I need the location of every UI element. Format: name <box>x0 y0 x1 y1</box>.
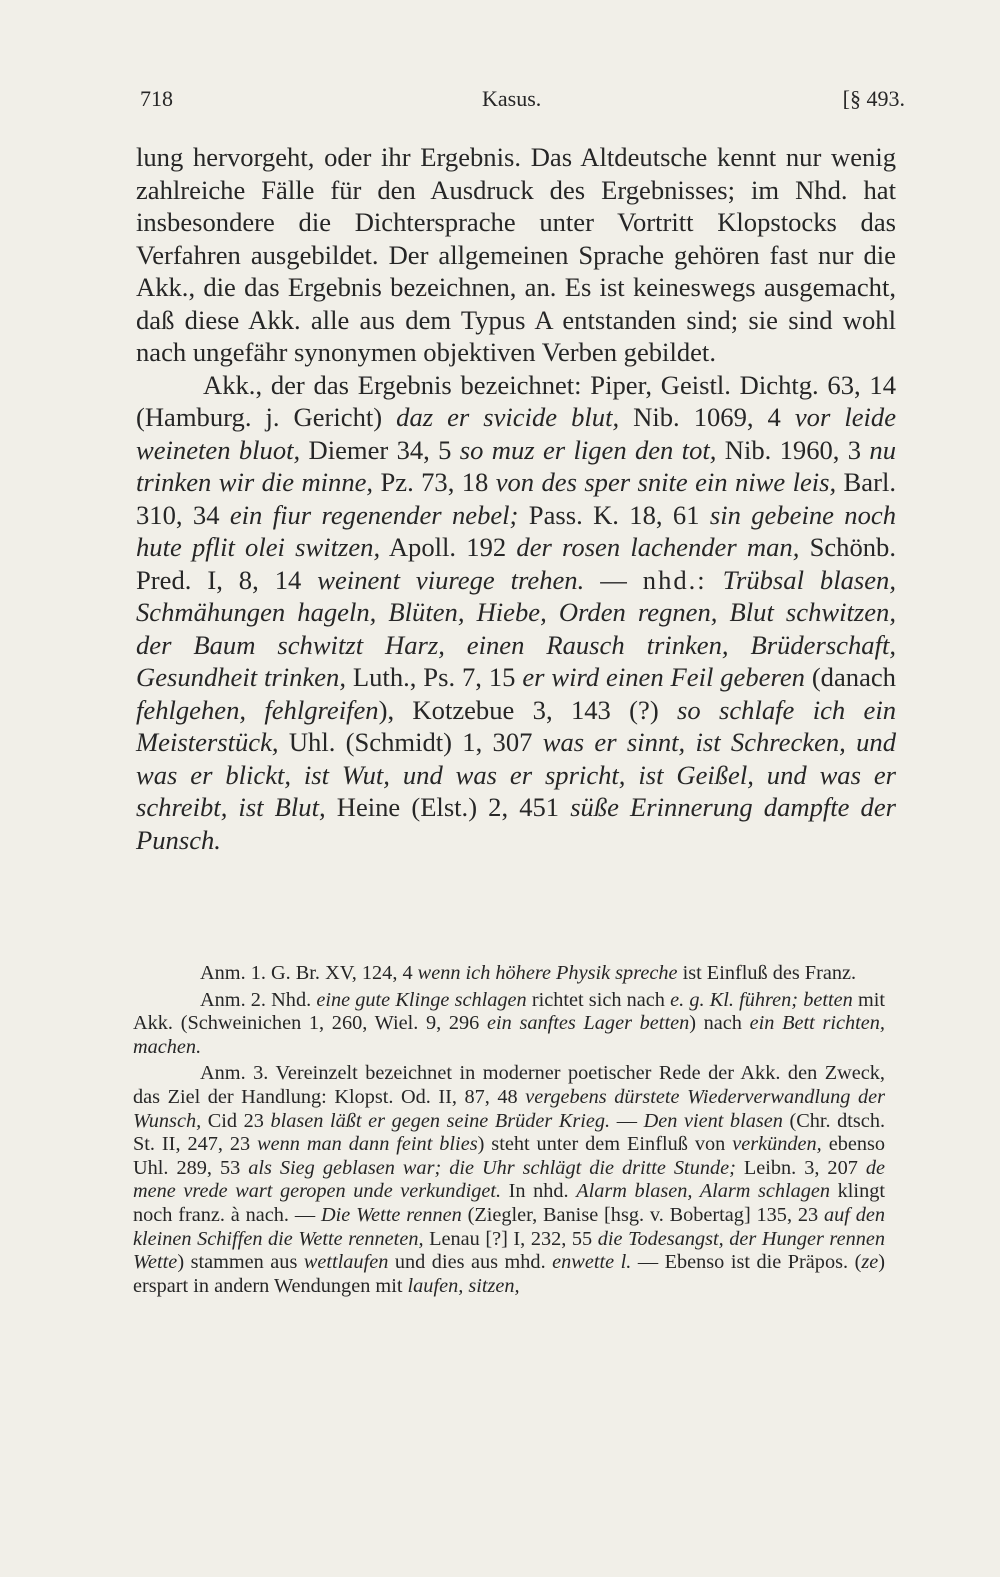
text-run: Pass. K. 18, 61 <box>518 499 710 530</box>
italic-run: der rosen lachender man, <box>516 532 800 562</box>
section-marker: [§ 493. <box>842 86 905 111</box>
italic-run: als Sieg geblasen war; die Uhr schlägt die dritte Stunde; <box>248 1156 736 1179</box>
main-text <box>136 141 896 856</box>
italic-run: betten <box>803 988 853 1011</box>
italic-run: süße Erinnerung dampfte der Punsch. <box>136 792 896 855</box>
italic-run: eine gute Klinge schlagen <box>316 988 527 1011</box>
page-number: 718 <box>140 86 173 111</box>
italic-run: wenn man dann feint blies <box>257 1133 478 1156</box>
italic-run: ein Bett richten, machen. <box>133 1012 885 1058</box>
text-run: Luth., Ps. 7, 15 <box>346 662 523 692</box>
text-run: ) stammen aus <box>177 1251 304 1274</box>
note-1 <box>133 962 885 986</box>
text-run: In nhd. <box>501 1180 577 1203</box>
italic-run: Die Wette rennen <box>320 1203 462 1226</box>
text-run: mit Akk. (Schweinichen 1, 260, Wiel. 9, 296 <box>133 988 885 1035</box>
italic-run: Trübsal blasen, Schmähungen hageln, Blüten, Hiebe, Orden regnen, Blut schwitzen, der Baum schwitzt Harz, einen Rausch trinken, Brüderschaft, Gesundheit trinken, <box>136 564 897 692</box>
note-3 <box>133 1062 885 1298</box>
text-run: Diemer 34, 5 <box>300 434 460 465</box>
italic-run: auf den kleinen Schiffen die Wette renneten, <box>133 1203 885 1250</box>
italic-run: blasen läßt er gegen seine Brüder Krieg. <box>270 1109 611 1132</box>
italic-run: ein fiur regenender nebel; <box>229 499 519 530</box>
text-run: Apoll. 192 <box>380 532 517 562</box>
text-run: Nib. 1069, 4 <box>619 402 795 432</box>
italic-run: die Todesangst, der Hunger rennen Wette <box>133 1227 885 1274</box>
text-run: ist Einfluß des Franz. <box>677 962 857 984</box>
text-run: — <box>610 1109 644 1132</box>
text-run: — <box>584 564 643 595</box>
text-run: Schönb. Pred. I, 8, 14 <box>136 532 896 595</box>
italic-run: enwette l. <box>552 1251 632 1274</box>
paragraph-2 <box>136 369 896 857</box>
text-run: ) nach <box>689 1012 750 1035</box>
italic-run: laufen, sitzen, <box>407 1274 520 1297</box>
italic-run: ze <box>861 1251 879 1274</box>
text-run: und dies aus mhd. <box>388 1251 553 1274</box>
text-run: Leibn. 3, 207 <box>735 1156 866 1179</box>
text-run: richtet sich nach <box>526 988 671 1011</box>
italic-run: vergebens dürstete Wiederverwandlung der Wunsch, <box>133 1085 885 1132</box>
italic-run: nu trinken wir die minne, <box>136 434 897 497</box>
text-run: Cid 23 <box>201 1109 271 1132</box>
text-run: (danach <box>804 662 896 692</box>
italic-run: fehlgehen, fehlgreifen <box>136 694 379 725</box>
italic-run: Den vient blasen <box>643 1109 783 1132</box>
text-run: lung hervorgeht, oder ihr Ergebnis. Das Altdeutsche kennt nur wenig zahlreiche Fälle für den Ausdruck des Ergebnisses; im Nhd. hat insbesondere die Dichtersprache unter Vortritt Klopstocks das Verfahren ausgebildet. Der allgemeinen Sprache gehören fast nur die Akk., die das Ergebnis bezeichnen, an. Es ist keineswegs ausgemacht, daß diese Akk. alle aus dem Typus A entstanden sind; sie sind wohl nach ungefähr synonymen objektiven Verben gebildet. <box>136 142 896 367</box>
text-run: ) steht unter dem Einfluß von <box>477 1133 733 1156</box>
text-run: Anm. 2. Nhd. <box>200 988 317 1011</box>
italic-run: wettlaufen <box>303 1251 389 1274</box>
text-run: (Ziegler, Banise [hsg. v. Bobertag] 135, 23 <box>461 1203 824 1226</box>
text-run: Anm. 1. G. Br. XV, 124, 4 <box>200 962 418 984</box>
page-header <box>140 86 905 120</box>
italic-run: er wird einen Feil geberen <box>522 662 805 692</box>
italic-run: so muz er ligen den tot, <box>459 434 717 465</box>
text-run: Lenau [?] I, 232, 55 <box>423 1227 598 1250</box>
text-run: klingt noch franz. à nach. — <box>133 1180 885 1226</box>
text-run: Uhl. (Schmidt) 1, 307 <box>278 727 543 757</box>
italic-run: vor leide weineten bluot, <box>136 402 897 465</box>
italic-run: so schlafe ich ein Meisterstück, <box>136 694 897 757</box>
italic-run: de mene vrede wart geropen unde verkundiget. <box>133 1156 886 1203</box>
running-title: Kasus. <box>482 86 542 111</box>
italic-run: verkünden, <box>732 1133 822 1156</box>
footnotes <box>133 962 885 1301</box>
note-2 <box>133 989 885 1060</box>
paragraph-1 <box>136 141 896 369</box>
italic-run: daz er svicide blut, <box>396 402 620 432</box>
text-run: Barl. 310, 34 <box>136 467 896 530</box>
text-run: ebenso Uhl. 289, 53 <box>133 1133 886 1179</box>
italic-run: von des sper snite ein niwe leis, <box>495 467 837 497</box>
text-run: Nib. 1960, 3 <box>716 434 870 465</box>
text-run: Heine (Elst.) 2, 451 <box>325 792 571 822</box>
italic-run: was er sinnt, ist Schrecken, und was er blickt, ist Wut, und was er spricht, ist Geißel, und was er schreibt, ist Blut, <box>136 727 896 822</box>
text-run: — Ebenso ist die Präpos. ( <box>631 1251 862 1274</box>
text-run <box>707 565 723 595</box>
italic-run: e. g. Kl. führen; <box>670 988 799 1011</box>
text-run: ), Kotzebue 3, 143 (?) <box>378 694 678 725</box>
italic-run: weinent viurege trehen. <box>317 564 585 595</box>
text-run: Anm. 3. Vereinzelt bezeichnet in moderner poetischer Rede der Akk. den Zweck, das Ziel der Handlung: Klopst. Od. II, 87, 48 <box>133 1062 885 1108</box>
text-run: Akk., der das Ergebnis bezeichnet: Piper, Geistl. Dichtg. 63, 14 (Hamburg. j. Gericht) <box>136 369 896 432</box>
text-run: Pz. 73, 18 <box>373 467 496 497</box>
italic-run: ein sanftes Lager betten <box>487 1012 690 1035</box>
italic-run: wenn ich höhere Physik spreche <box>417 962 678 984</box>
italic-run: sin gebeine noch hute pflit olei switzen, <box>136 499 896 562</box>
text-run: (Chr. dtsch. St. II, 247, 23 <box>133 1109 886 1156</box>
italic-run: Alarm blasen, Alarm schlagen <box>576 1180 831 1203</box>
spaced-run: nhd.: <box>642 564 707 595</box>
text-run: ) erspart in andern Wendungen mit <box>133 1251 885 1297</box>
